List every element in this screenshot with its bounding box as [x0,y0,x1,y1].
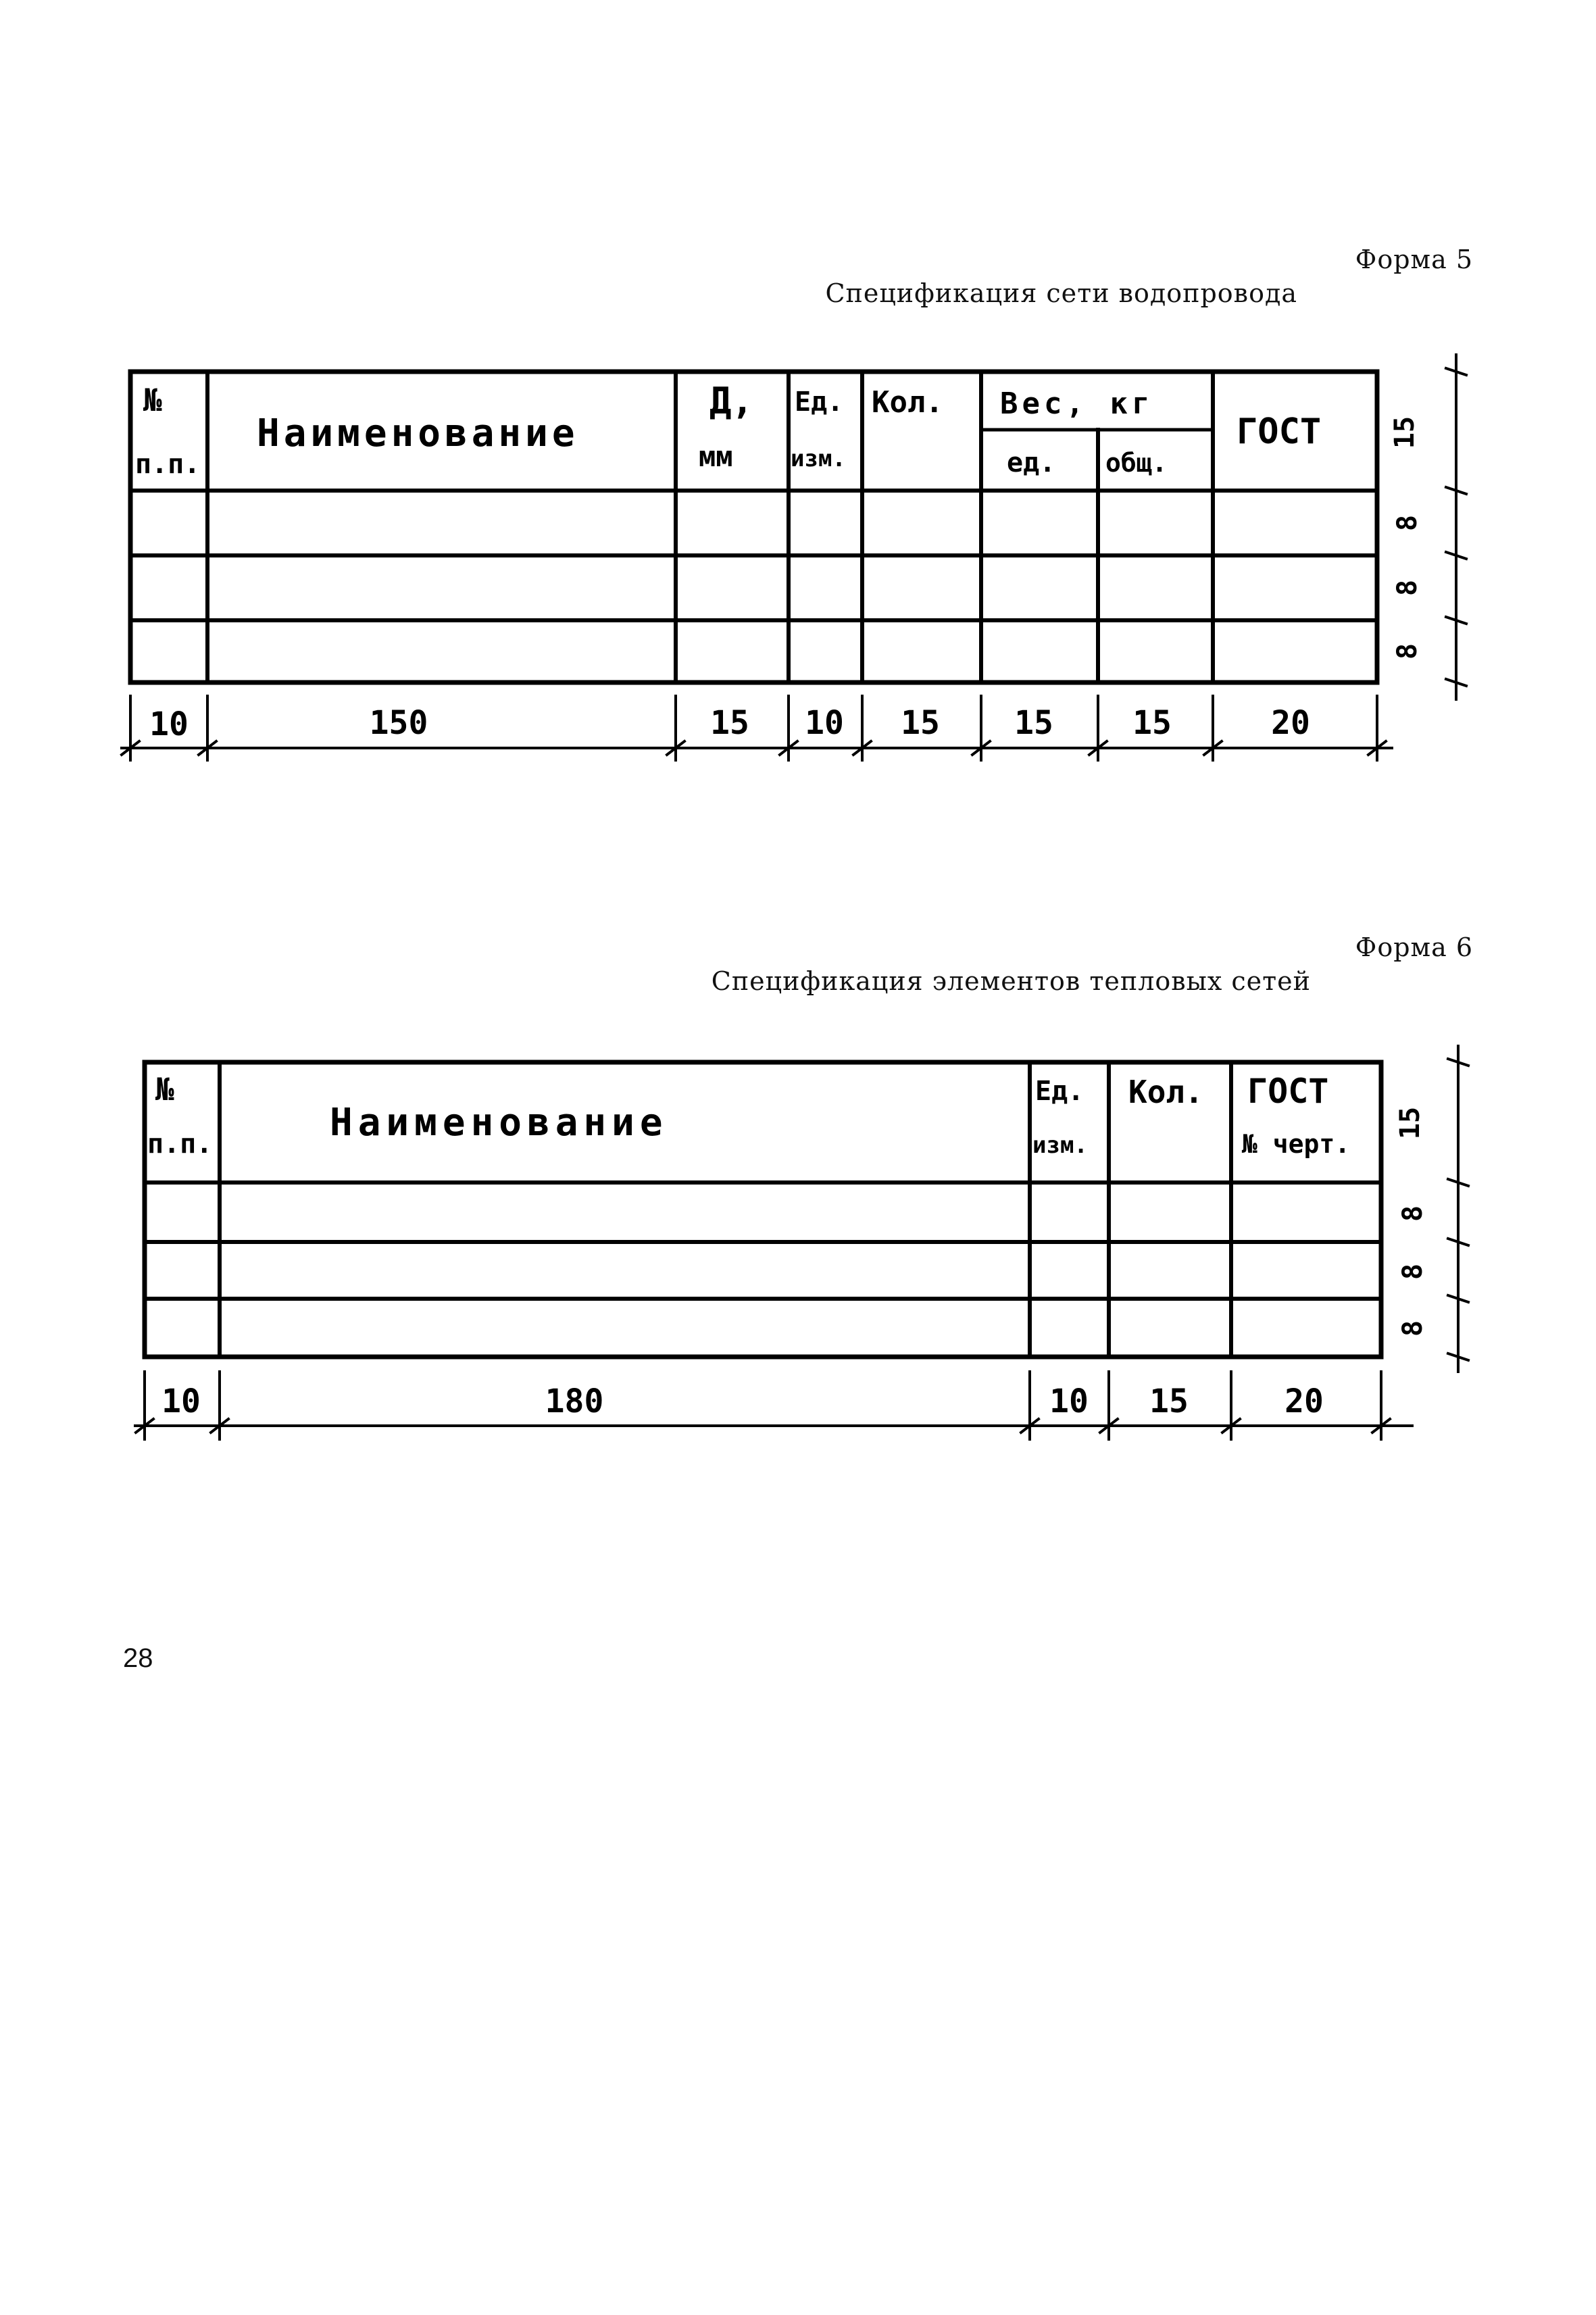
form5-hdr-name: Наименование [257,412,579,455]
form6-col-width-gost: 20 [1285,1383,1324,1420]
form6-hdr-gost-2: № черт. [1242,1129,1351,1159]
form5-label: Форма 5 [1355,245,1473,274]
form6-col-width-unit: 10 [1049,1383,1089,1420]
form5-row-height-3: 8 [1392,643,1423,660]
form5-col-width-gost: 20 [1271,704,1310,742]
form5-row-height-2: 8 [1392,579,1423,597]
form5-col-width-unit: 10 [805,704,844,742]
form6-hdr-name: Наименование [330,1101,668,1145]
form6-label: Форма 6 [1355,932,1473,962]
form5-hdr-unit-2: изм. [791,445,846,472]
form5-col-width-num: 10 [149,705,189,743]
form5-hdr-weight: Вес, кг [1000,387,1154,421]
form5-hdr-weight-unit: ед. [1007,447,1056,478]
form5-col-width-name: 150 [369,704,428,742]
form6-row-height-header: 15 [1395,1106,1426,1140]
form5-hdr-weight-total: общ. [1105,448,1168,478]
form5-row-height-header: 15 [1389,416,1420,449]
form6-row-height-3: 8 [1397,1320,1428,1337]
form5-col-width-d: 15 [710,704,749,742]
form5-hdr-gost: ГОСТ [1237,412,1322,452]
form6-table [0,1014,1596,1487]
page-number: 28 [123,1643,153,1673]
form5-col-width-weight-total: 15 [1132,704,1172,742]
form5-hdr-unit-1: Ед. [795,387,844,418]
form5-title: Спецификация сети водопровода [825,278,1297,308]
form5-hdr-num-1: № [143,382,162,418]
form6-hdr-num-1: № [155,1071,174,1107]
form5-hdr-d-2: мм [699,440,733,473]
form5-hdr-d-1: Д, [709,380,754,422]
form6-hdr-num-2: п.п. [147,1128,213,1160]
form5-table [0,0,1596,811]
form6-hdr-unit-1: Ед. [1035,1076,1084,1107]
form6-hdr-qty: Кол. [1128,1074,1203,1110]
form6-hdr-unit-2: изм. [1032,1132,1088,1159]
form6-row-height-2: 8 [1397,1263,1428,1280]
form5-col-width-qty: 15 [901,704,940,742]
form6-row-height-1: 8 [1397,1205,1428,1222]
form6-col-width-name: 180 [545,1383,604,1420]
form5-hdr-num-2: п.п. [135,449,201,480]
form6-col-width-num: 10 [161,1383,201,1420]
form6-title: Спецификация элементов тепловых сетей [711,966,1311,996]
form6-col-width-qty: 15 [1149,1383,1189,1420]
form5-row-height-1: 8 [1392,514,1423,532]
form6-hdr-gost-1: ГОСТ [1247,1072,1329,1111]
form5-hdr-qty: Кол. [872,385,943,420]
form5-col-width-weight-unit: 15 [1014,704,1053,742]
